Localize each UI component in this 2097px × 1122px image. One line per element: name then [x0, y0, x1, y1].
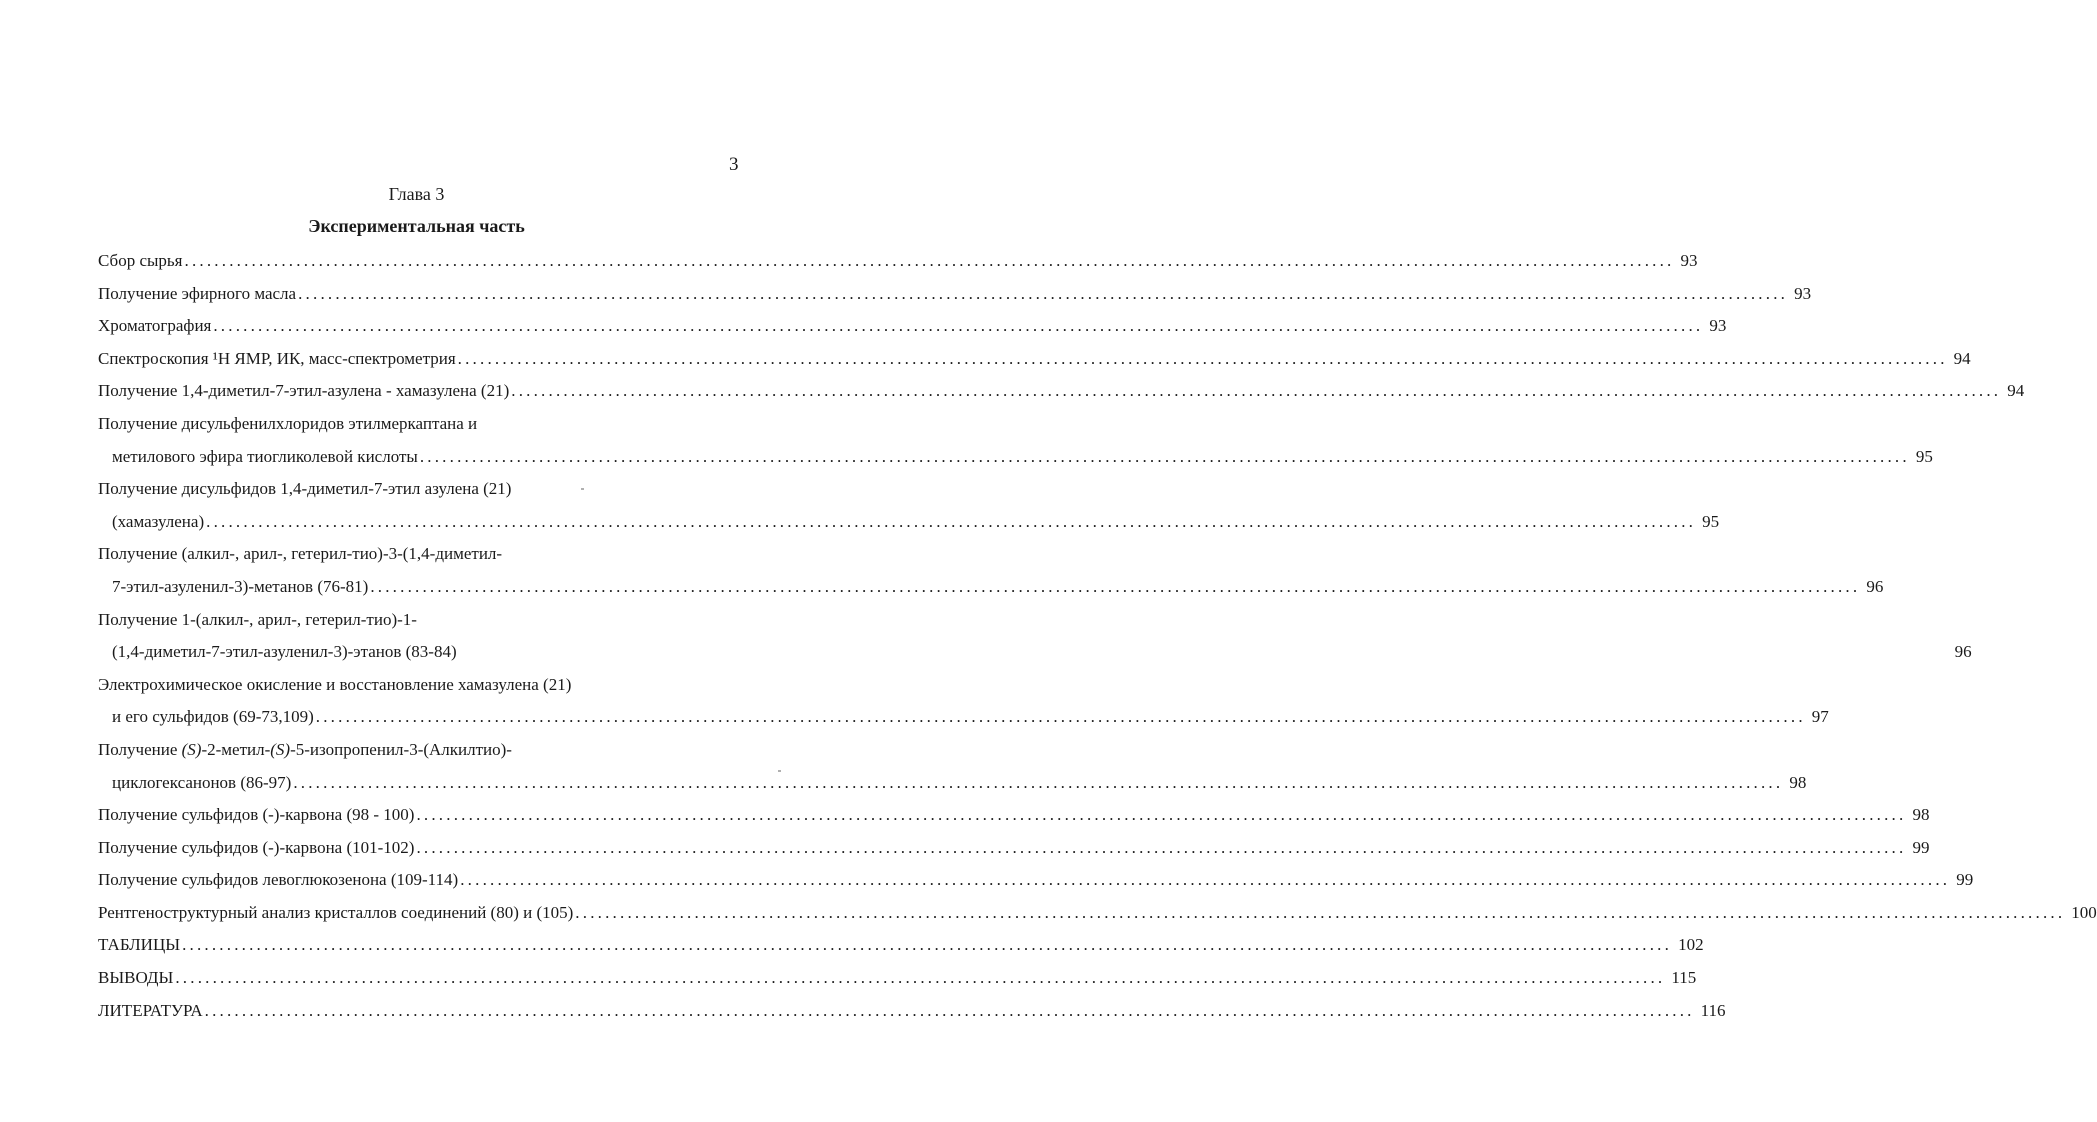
toc-entry-title: Спектроскопия ¹Н ЯМР, ИК, масс-спектрометрия [98, 348, 456, 368]
toc-entry-title: Получение сульфидов (-)-карвона (101-102) [98, 837, 415, 857]
toc-leader-dots: ........................................................................................................................................................................................................ [213, 316, 1704, 336]
toc-page-number: 99 [1912, 837, 1930, 857]
table-of-contents [98, 245, 2097, 1027]
toc-entry-essential-oil [98, 278, 1812, 311]
toc-entry-title: Получение 1,4-диметил-7-этил-азулена - хамазулена (21) [98, 381, 510, 401]
toc-entry-methanes [98, 538, 1884, 603]
toc-entry-title: Получение (S)-2-метил-(S)-5-изопропенил-3-(Алкилтио)- [98, 739, 512, 759]
toc-entry-levoglucosenone [98, 864, 1974, 897]
toc-entry-chromatography [98, 310, 1727, 343]
chapter-title: Глава 3 [388, 184, 445, 204]
toc-page-number: 98 [1789, 772, 1807, 792]
toc-leader-dots: ........................................................................................................................................................................................................ [416, 837, 1907, 857]
toc-leader-dots: ........................................................................................................................................................................................................ [206, 511, 1697, 531]
toc-page-number: 93 [1794, 283, 1812, 303]
toc-entry-title: Получение дисульфидов 1,4-диметил-7-этил азулена (21) [98, 479, 512, 499]
toc-page-number: 95 [1915, 446, 1933, 466]
toc-entry-conclusions [98, 962, 1697, 995]
toc-entry-title: Получение сульфидов (-)-карвона (98 - 100) [98, 805, 415, 825]
toc-page-number: 96 [1866, 576, 1884, 596]
toc-leader-dots: ........................................................................................................................................................................................................ [204, 1000, 1695, 1020]
toc-leader-dots: ........................................................................................................................................................................................................ [419, 446, 1910, 466]
toc-entry-title: Получение (алкил-, арил-, гетерил-тио)-3-(1,4-диметил- [98, 544, 503, 564]
toc-entry-disulfides [98, 473, 1720, 538]
scan-speck [581, 488, 584, 490]
toc-entry-carvone-sulfides-1 [98, 799, 1930, 832]
toc-entry-spectroscopy [98, 343, 1971, 376]
toc-entry-disulfenyl-chlorides [98, 408, 1933, 473]
toc-page-number: 93 [1680, 251, 1698, 270]
toc-entry-title: ЛИТЕРАТУРА [98, 1000, 203, 1020]
toc-entry-ethanes [98, 604, 1972, 669]
toc-entry-tables [98, 929, 1704, 962]
scan-speck [778, 770, 781, 772]
toc-page-number: 102 [1678, 935, 1704, 955]
toc-entry-title-continued: (хамазулена) [112, 511, 205, 531]
toc-entry-title: Получение дисульфенилхлоридов этилмеркаптана и [98, 413, 478, 433]
toc-page-number: 98 [1912, 805, 1930, 825]
toc-entry-title: ТАБЛИЦЫ [98, 935, 181, 955]
toc-entry-title-continued: и его сульфидов (69-73,109) [112, 707, 314, 727]
toc-page-number: 94 [2007, 381, 2025, 401]
toc-leader-dots: ........................................................................................................................................................................................................ [511, 381, 2002, 401]
toc-leader-dots: ........................................................................................................................................................................................................ [416, 805, 1907, 825]
toc-entry-title: Получение эфирного масла [98, 283, 297, 303]
toc-entry-title: Получение сульфидов левоглюкозенона (109-114) [98, 870, 459, 890]
toc-page-number: 116 [1700, 1000, 1726, 1020]
toc-page-number: 94 [1953, 348, 1971, 368]
section-title: Экспериментальная часть [308, 216, 525, 236]
toc-entry-title: Получение 1-(алкил-, арил-, гетерил-тио)-1- [98, 609, 417, 629]
toc-entry-xray [98, 897, 2097, 930]
toc-entry-title: Хроматография [98, 316, 212, 336]
toc-page-number: 97 [1811, 707, 1829, 727]
toc-entry-cyclohexanones [98, 734, 1807, 799]
toc-leader-dots: ........................................................................................................................................................................................................ [175, 968, 1666, 988]
toc-leader-dots: ........................................................................................................................................................................................................ [457, 348, 1948, 368]
toc-entry-carvone-sulfides-2 [98, 832, 1930, 865]
toc-entry-title-continued: циклогексанонов (86-97) [112, 772, 292, 792]
toc-page-number: 95 [1702, 511, 1720, 531]
toc-entry-literature [98, 995, 1726, 1028]
toc-page-number: 99 [1956, 870, 1974, 890]
page-number: 3 [729, 154, 739, 175]
toc-entry-title-continued: метилового эфира тиогликолевой кислоты [112, 446, 418, 466]
toc-page-number: 93 [1709, 316, 1727, 336]
toc-leader-dots: ........................................................................................................................................................................................................ [184, 251, 1675, 270]
toc-leader-dots: ........................................................................................................................................................................................................ [575, 902, 2066, 922]
toc-entry-title: Сбор сырья [98, 251, 183, 270]
toc-entry-title: Рентгеноструктурный анализ кристаллов соединений (80) и (105) [98, 902, 574, 922]
toc-entry-title-continued: 7-этил-азуленил-3)-метанов (76-81) [112, 576, 369, 596]
toc-leader-dots: ........................................................................................................................................................................................................ [293, 772, 1784, 792]
toc-leader-dots: ........................................................................................................................................................................................................ [298, 283, 1789, 303]
toc-leader-dots: ........................................................................................................................................................................................................ [370, 576, 1861, 596]
toc-entry-collection-raw-materials [98, 245, 1698, 278]
toc-page-number: 100 [2071, 902, 2097, 922]
toc-leader-dots: ........................................................................................................................................................................................................ [315, 707, 1806, 727]
toc-entry-title: Электрохимическое окисление и восстановление хамазулена (21) [98, 674, 572, 694]
toc-page-number: 96 [1954, 642, 1972, 662]
toc-entry-electrochemical [98, 669, 1829, 734]
toc-page-number: 115 [1671, 968, 1697, 988]
toc-entry-title-continued: (1,4-диметил-7-этил-азуленил-3)-этанов (83-84) [112, 642, 457, 662]
toc-leader-dots: ........................................................................................................................................................................................................ [460, 870, 1951, 890]
toc-entry-chamazulene [98, 375, 2025, 408]
toc-leader-dots: ........................................................................................................................................................................................................ [182, 935, 1673, 955]
toc-entry-title: ВЫВОДЫ [98, 968, 174, 988]
